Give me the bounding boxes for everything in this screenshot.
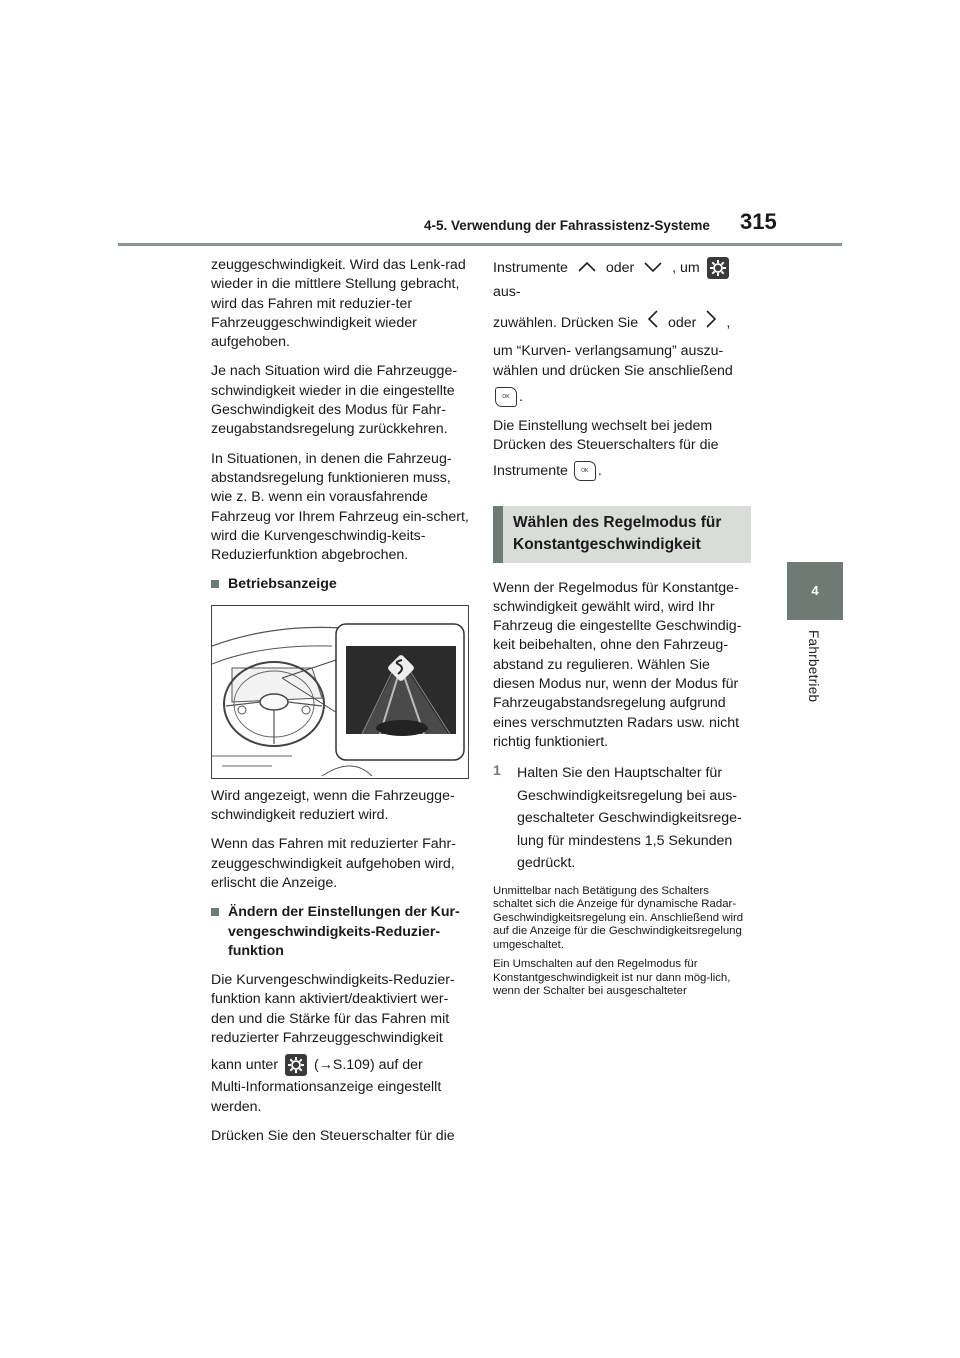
chevron-right-icon bbox=[706, 310, 716, 336]
paragraph: zeuggeschwindigkeit. Wird das Lenk-rad wieder in die mittlere Stellung gebracht, wird das Fahren mit reduzier-ter Fahrzeuggeschwindigkeit wieder aufgehoben. bbox=[211, 257, 466, 351]
section-title: 4-5. Verwendung der Fahrassistenz-Systeme bbox=[424, 218, 710, 233]
ok-button-icon bbox=[574, 461, 596, 481]
paragraph-with-icons bbox=[493, 310, 751, 336]
chevron-left-icon bbox=[648, 310, 658, 336]
ok-button-icon bbox=[495, 387, 517, 407]
step-item bbox=[493, 762, 751, 875]
paragraph-with-icon bbox=[493, 387, 751, 407]
text: . bbox=[519, 388, 523, 405]
paragraph: Multi-Informationsanzeige eingestellt werden. bbox=[211, 1079, 442, 1115]
gear-icon bbox=[707, 257, 729, 279]
note: Unmittelbar nach Betätigung des Schalters schaltet sich die Anzeige für dynamische Radar-Geschwindigkeitsregelung ein. Anschließend wird auf die Anzeige für die Geschwindigkeitsregelung umgeschaltet. bbox=[493, 884, 744, 951]
dashboard-illustration-svg bbox=[212, 606, 468, 778]
section-heading-box: Wählen des Regelmodus für Konstantgeschwindigkeit bbox=[493, 506, 751, 563]
bullet-heading-text: Ändern der Einstellungen der Kur-vengeschwindigkeits-Reduzier-funktion bbox=[228, 904, 460, 959]
bullet-heading bbox=[211, 903, 469, 961]
text: Instrumente bbox=[493, 260, 568, 276]
bullet-heading-text: Betriebsanzeige bbox=[228, 576, 337, 593]
paragraph: Wenn der Regelmodus für Konstantge-schwindigkeit gewählt wird, wird Ihr Fahrzeug die eingestellte Geschwindig-keit beibehalten, ohne den Fahrzeug-abstand zu regulieren. Wählen Sie diesen Modus nur, wenn der Modus für Fahrzeugabstandsregelung aufgrund eines verschmutzten Radars usw. nicht richtig funktioniert. bbox=[493, 579, 742, 750]
text: oder bbox=[668, 315, 697, 331]
chapter-label: Fahrbetrieb bbox=[806, 630, 821, 703]
paragraph: Wenn das Fahren mit reduzierter Fahr-zeuggeschwindigkeit aufgehoben wird, erlischt die Anzeige. bbox=[211, 836, 456, 891]
text: , bbox=[726, 315, 731, 331]
bullet-square-icon bbox=[211, 908, 219, 916]
text: kann unter bbox=[211, 1057, 279, 1074]
note: Ein Umschalten auf den Regelmodus für Konstantgeschwindigkeit ist nur dann mög-lich, wenn der Schalter bei ausgeschalteter bbox=[493, 958, 731, 998]
gear-icon bbox=[285, 1054, 307, 1076]
dashboard-illustration bbox=[211, 605, 469, 779]
paragraph: Drücken Sie den Steuerschalter für die bbox=[211, 1127, 455, 1144]
paragraph-with-icon bbox=[211, 1054, 469, 1076]
text: zuwählen. Drücken Sie bbox=[493, 315, 639, 331]
text: aus- bbox=[493, 284, 521, 301]
chevron-down-icon bbox=[644, 256, 662, 280]
step-text: Halten Sie den Hauptschalter für Geschwindigkeitsregelung bei aus-geschalteter Geschwindigkeitsrege-lung für mindestens 1,5 Sekunden gedrückt. bbox=[517, 765, 742, 872]
right-column bbox=[493, 256, 751, 1005]
paragraph: Die Kurvengeschwindigkeits-Reduzier-funktion kann aktiviert/deaktiviert wer-den und die Stärke für das Fahren mit reduzierter Fahrzeuggeschwindigkeit bbox=[211, 972, 455, 1047]
chapter-number: 4 bbox=[811, 583, 819, 598]
text: (→S.109) auf der bbox=[313, 1057, 423, 1074]
step-number: 1 bbox=[493, 763, 501, 780]
text: . bbox=[597, 463, 602, 480]
ok-label: OK bbox=[502, 393, 510, 400]
paragraph-with-icons bbox=[493, 256, 751, 304]
text: Instrumente bbox=[493, 463, 568, 480]
paragraph: Die Einstellung wechselt bei jedem Drücken des Steuerschalters für die bbox=[493, 417, 719, 454]
text: , um bbox=[672, 260, 700, 276]
page-number: 315 bbox=[740, 209, 777, 234]
paragraph-with-icon bbox=[493, 461, 751, 481]
bullet-heading bbox=[211, 575, 469, 594]
header-rule bbox=[118, 243, 842, 246]
paragraph: In Situationen, in denen die Fahrzeug-abstandsregelung funktionieren muss, wie z. B. wenn ein vorausfahrende Fahrzeug vor Ihrem Fahrzeug ein-schert, wird die Kurvengeschwindig-keits-Reduzierfunktion abgebrochen. bbox=[211, 450, 469, 564]
text: oder bbox=[605, 260, 635, 276]
left-column bbox=[211, 256, 469, 1156]
chapter-tab bbox=[787, 562, 843, 620]
ok-label: OK bbox=[581, 468, 589, 475]
paragraph: Wird angezeigt, wenn die Fahrzeugge-schwindigkeit reduziert wird. bbox=[211, 787, 455, 824]
paragraph: um “Kurven- verlangsamung” auszu-wählen und drücken Sie anschließend bbox=[493, 343, 733, 379]
chevron-up-icon bbox=[578, 256, 596, 280]
paragraph: Je nach Situation wird die Fahrzeugge-schwindigkeit wieder in die eingestellte Geschwindigkeit des Modus für Fahr-zeugabstandsregelung zurückkehren. bbox=[211, 363, 458, 438]
bullet-square-icon bbox=[211, 580, 219, 588]
